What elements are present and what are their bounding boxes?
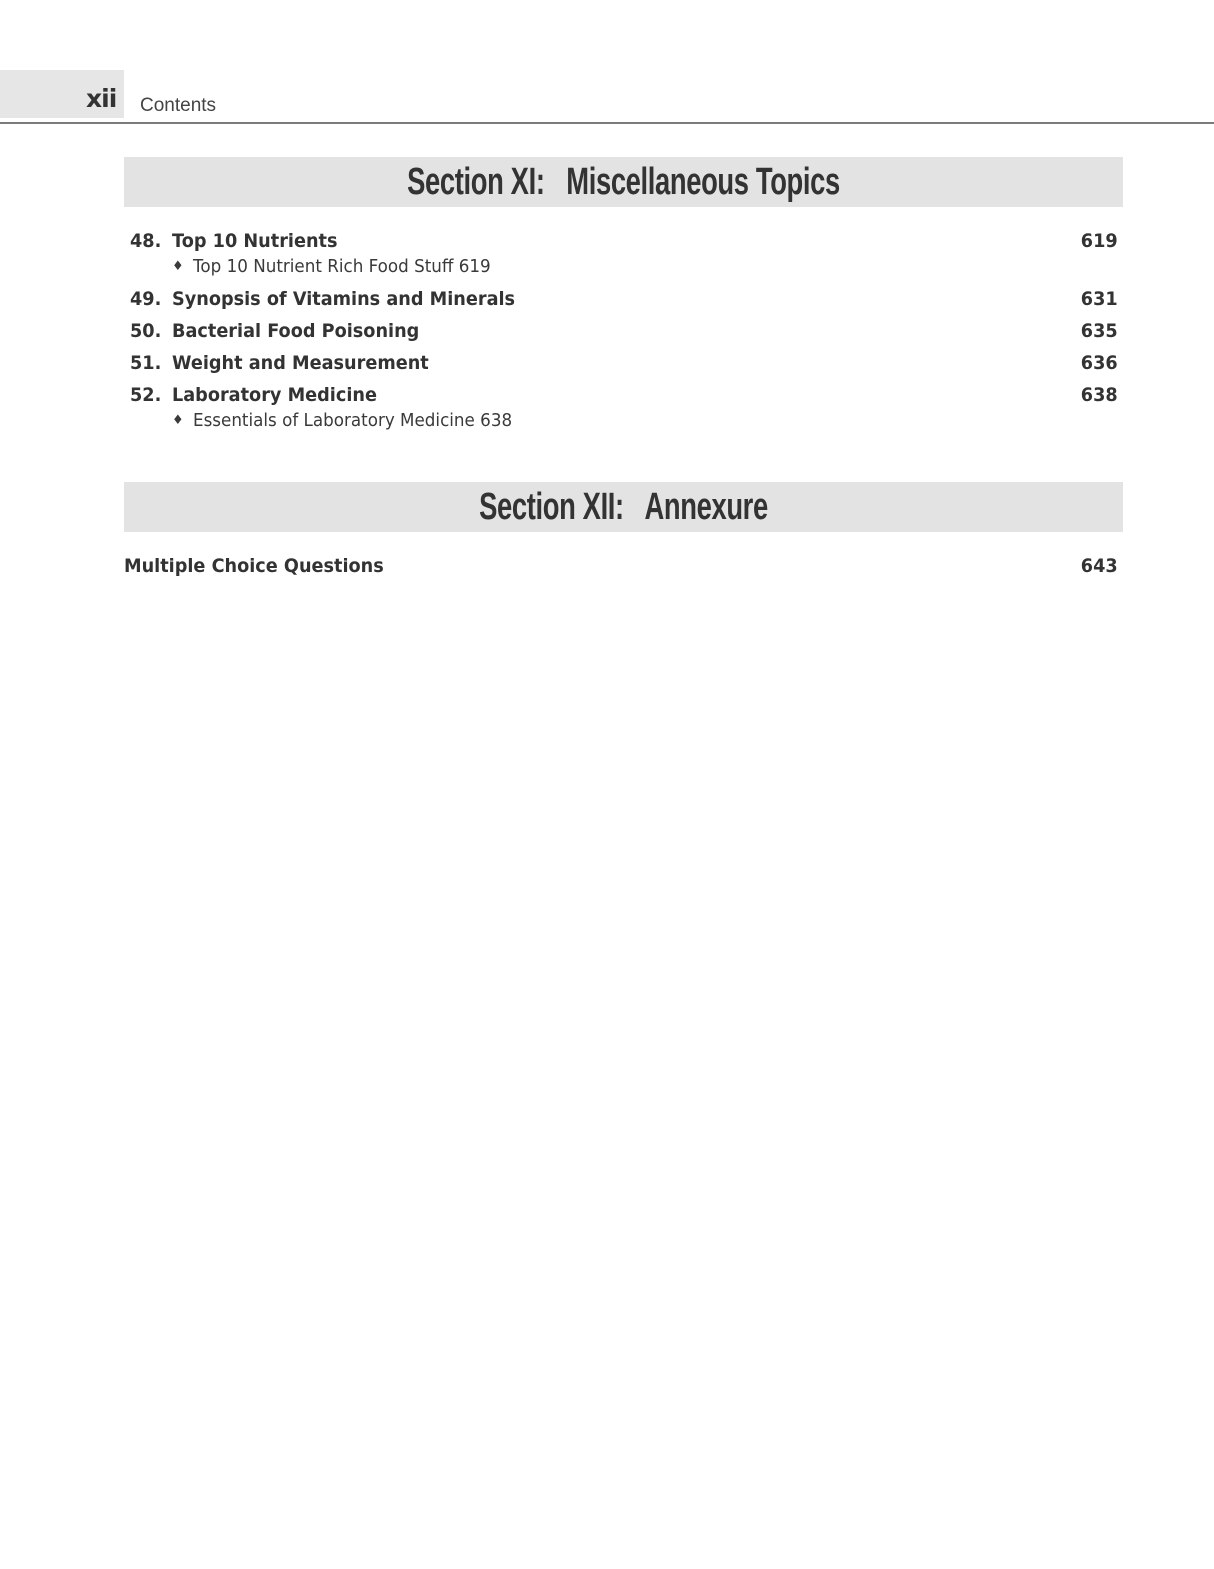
page-number: xii [86,84,117,113]
header-rule [0,122,1214,124]
section-12-banner [124,482,1123,532]
section-11-title: Section XI: Miscellaneous Topics [407,160,840,203]
chapter-number: 49. [130,288,162,310]
toc-entry-52[interactable] [124,384,1120,411]
diamond-bullet-icon: ♦ [172,259,184,274]
subtopic-title: Essentials of Laboratory Medicine 638 [193,410,513,431]
toc-subentry[interactable] [124,257,1120,288]
chapter-number: 48. [130,230,162,252]
chapter-page: 619 [1081,230,1118,252]
diamond-bullet-icon: ♦ [172,413,184,428]
section-12-title: Section XII: Annexure [479,485,768,528]
chapter-title: Laboratory Medicine [172,384,377,406]
chapter-page: 631 [1081,288,1118,310]
chapter-title: Synopsis of Vitamins and Minerals [172,288,516,310]
entry-page: 643 [1081,555,1118,577]
chapter-page: 635 [1081,320,1118,342]
section-12-toc [124,555,1120,582]
toc-entry-mcq[interactable] [124,555,1120,582]
section-11-banner [124,157,1123,207]
chapter-title: Weight and Measurement [172,352,429,374]
chapter-title: Bacterial Food Poisoning [172,320,420,342]
toc-entry-50[interactable] [124,320,1120,347]
subtopic-title: Top 10 Nutrient Rich Food Stuff 619 [193,256,491,277]
chapter-page: 638 [1081,384,1118,406]
chapter-number: 50. [130,320,162,342]
chapter-page: 636 [1081,352,1118,374]
entry-title: Multiple Choice Questions [124,555,384,577]
chapter-number: 51. [130,352,162,374]
toc-entry-51[interactable] [124,352,1120,379]
toc-entry-48[interactable] [124,230,1120,257]
chapter-number: 52. [130,384,162,406]
chapter-title: Top 10 Nutrients [172,230,338,252]
running-head: Contents [140,95,217,116]
section-11-toc [124,230,1120,442]
toc-entry-49[interactable] [124,288,1120,315]
toc-subentry[interactable] [124,411,1120,442]
